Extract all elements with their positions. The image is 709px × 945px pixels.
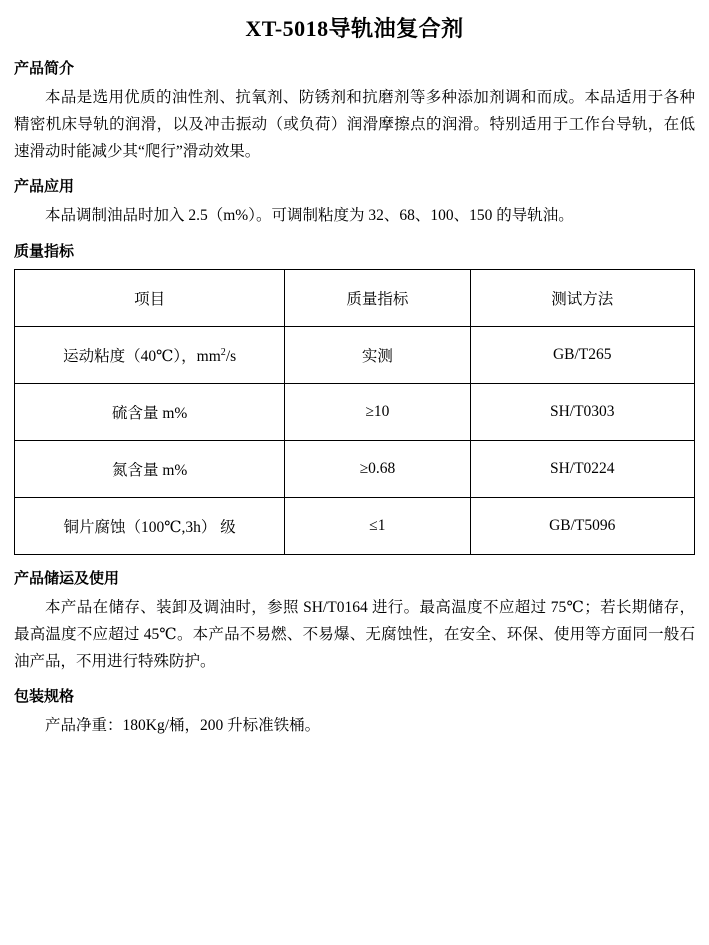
section-heading-packaging: 包装规格 <box>14 686 75 705</box>
section-heading-product-application: 产品应用 <box>14 177 75 196</box>
table-cell-item-prefix: 运动粘度（40℃），mm <box>63 347 221 365</box>
table-cell-item <box>15 497 285 554</box>
table-cell-target: ≥0.68 <box>285 440 470 497</box>
table-row <box>15 497 695 554</box>
table-cell-item-prefix: 氮含量 m% <box>111 461 188 479</box>
table-cell-target: ≤1 <box>285 497 470 554</box>
table-cell-item <box>15 440 285 497</box>
table-row <box>15 326 695 383</box>
table-row <box>15 440 695 497</box>
spec-table <box>14 269 695 555</box>
table-row <box>15 383 695 440</box>
page-title: XT-5018导轨油复合剂 <box>245 16 464 41</box>
table-cell-target: ≥10 <box>285 383 470 440</box>
table-header-row <box>15 269 695 326</box>
section-paragraph-product-intro: 本品是选用优质的油性剂、抗氧剂、防锈剂和抗磨剂等多种添加剂调和而成。本品适用于各种精密机床导轨的润滑，以及冲击振动（或负荷）润滑摩擦点的润滑。特别适用于工作台导轨，在低速滑动时能减少其“爬行”滑动效果。 <box>14 89 695 161</box>
table-cell-item <box>15 383 285 440</box>
section-paragraph-product-application: 本品调制油品时加入 2.5（m%）。可调制粘度为 32、68、100、150 的导轨油。 <box>45 207 574 225</box>
table-cell-item <box>15 326 285 383</box>
table-cell-method: GB/T5096 <box>470 497 695 554</box>
table-cell-item-prefix: 铜片腐蚀（100℃,3h） 级 <box>63 518 236 536</box>
table-header-method: 测试方法 <box>470 269 695 326</box>
table-cell-item-prefix: 硫含量 m% <box>111 404 188 422</box>
section-heading-product-intro: 产品简介 <box>14 59 75 77</box>
table-cell-target: 实测 <box>285 326 470 383</box>
table-header-item: 项目 <box>15 269 285 326</box>
table-cell-item-suffix: /s <box>225 347 237 365</box>
table-header-target: 质量指标 <box>285 269 470 326</box>
section-paragraph-storage-use: 本产品在储存、装卸及调油时，参照 SH/T0164 进行。最高温度不应超过 75℃；若长期储存，最高温度不应超过 45℃。本产品不易燃、不易爆、无腐蚀性，在安全、环保、使用等方面同一般石油产品，不用进行特殊防护。 <box>14 598 695 670</box>
section-heading-storage-use: 产品储运及使用 <box>14 568 120 587</box>
section-heading-quality-index: 质量指标 <box>14 241 75 260</box>
table-cell-method: SH/T0303 <box>470 383 695 440</box>
table-cell-method: SH/T0224 <box>470 440 695 497</box>
table-cell-item-sup: 2 <box>220 346 226 358</box>
section-paragraph-packaging: 产品净重：180Kg/桶，200 升标准铁桶。 <box>45 716 321 734</box>
table-cell-method: GB/T265 <box>470 326 695 383</box>
